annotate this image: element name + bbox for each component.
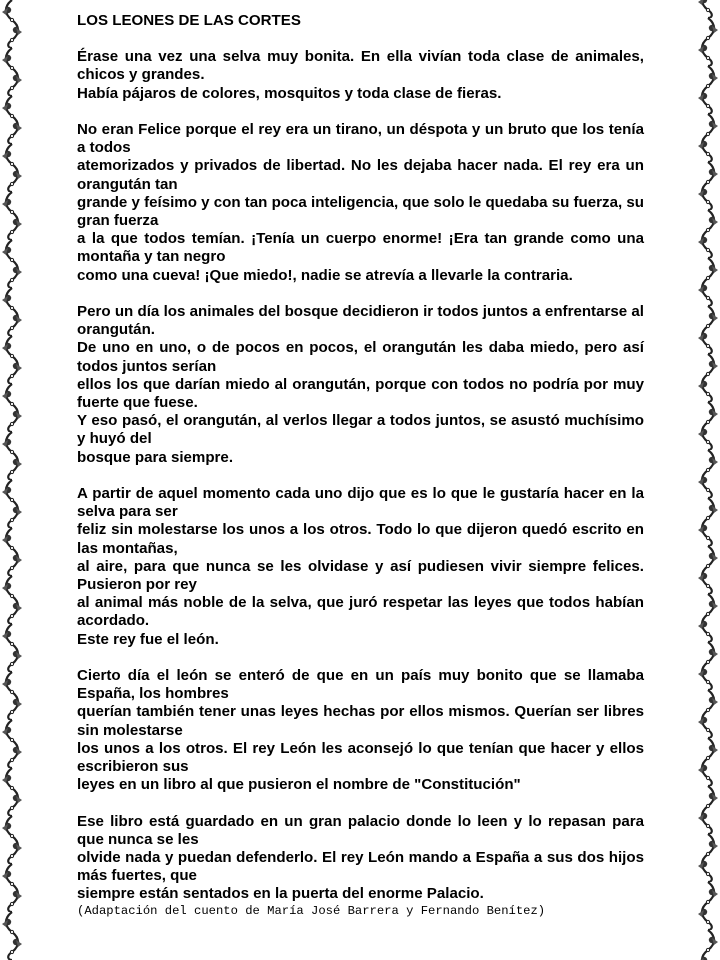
text-line: los unos a los otros. El rey León les aconsejó lo que tenían que hacer y ellos escribieron sus [77,739,644,776]
text-line: a la que todos temían. ¡Tenía un cuerpo enorme! ¡Era tan grande como una montaña y tan negro [77,230,644,266]
left-floral-border [0,0,24,960]
text-line: siempre están sentados en la puerta del enorme Palacio. [77,885,484,903]
text-line: ellos los que darían miedo al orangután, porque con todos no podría por muy fuerte que fuese. [77,375,644,412]
floral-border-icon [0,0,24,960]
paragraph-2 [77,121,644,285]
paragraph-4 [77,485,644,649]
paragraph-3 [77,303,644,467]
text-line: como una cueva! ¡Que miedo!, nadie se atrevía a llevarle la contraria. [77,266,573,284]
paragraph-1 [77,48,644,103]
story-body [77,12,644,918]
text-line: grande y feísimo y con tan poca inteligencia, que solo le quedaba su fuerza, su gran fuerza [77,193,644,230]
text-line: bosque para siempre. [77,448,234,466]
text-line: Ese libro está guardado en un gran palacio donde lo leen y lo repasan para que nunca se les [77,812,644,848]
text-line: atemorizados y privados de libertad. No les dejaba hacer nada. El rey era un orangután tan [77,157,644,193]
text-line: querían también tener unas leyes hechas por ellos mismos. Querían ser libres sin molestarse [77,703,644,739]
paragraph-5 [77,667,644,794]
text-line: leyes en un libro al que pusieron el nombre de "Constitución" [77,776,521,794]
text-line: Y eso pasó, el orangután, al verlos llegar a todos juntos, se asustó muchísimo y huyó del [77,412,644,448]
text-line: Érase una vez una selva muy bonita. En ella vivían toda clase de animales, chicos y grandes. [77,48,644,84]
text-line: Este rey fue el león. [77,630,219,648]
text-line: Cierto día el león se enteró de que en un país muy bonito que se llamaba España, los hombres [77,667,644,703]
floral-border-icon [696,0,720,960]
text-line: Pero un día los animales del bosque decidieron ir todos juntos a enfrentarse al orangután. [77,303,644,339]
text-line: No eran Felice porque el rey era un tirano, un déspota y un bruto que los tenía a todos [77,121,644,157]
paragraph-6 [77,813,644,904]
text-line: al aire, para que nunca se les olvidase y así pudiesen vivir siempre felices. Pusieron por rey [77,557,644,594]
story-credit: (Adaptación del cuento de María José Barrera y Fernando Benítez) [77,903,546,918]
text-line: Había pájaros de colores, mosquitos y toda clase de fieras. [77,84,502,102]
story-title: LOS LEONES DE LAS CORTES [77,12,301,29]
text-line: feliz sin molestarse los unos a los otros. Todo lo que dijeron quedó escrito en las montañas, [77,521,644,557]
text-line: olvide nada y puedan defenderlo. El rey León mando a España a sus dos hijos más fuertes, que [77,849,644,885]
right-floral-border [696,0,720,960]
text-line: al animal más noble de la selva, que juró respetar las leyes que todos habían acordado. [77,594,644,630]
text-line: A partir de aquel momento cada uno dijo que es lo que le gustaría hacer en la selva para ser [77,485,644,521]
text-line: De uno en uno, o de pocos en pocos, el orangután les daba miedo, pero así todos juntos serían [77,339,644,375]
